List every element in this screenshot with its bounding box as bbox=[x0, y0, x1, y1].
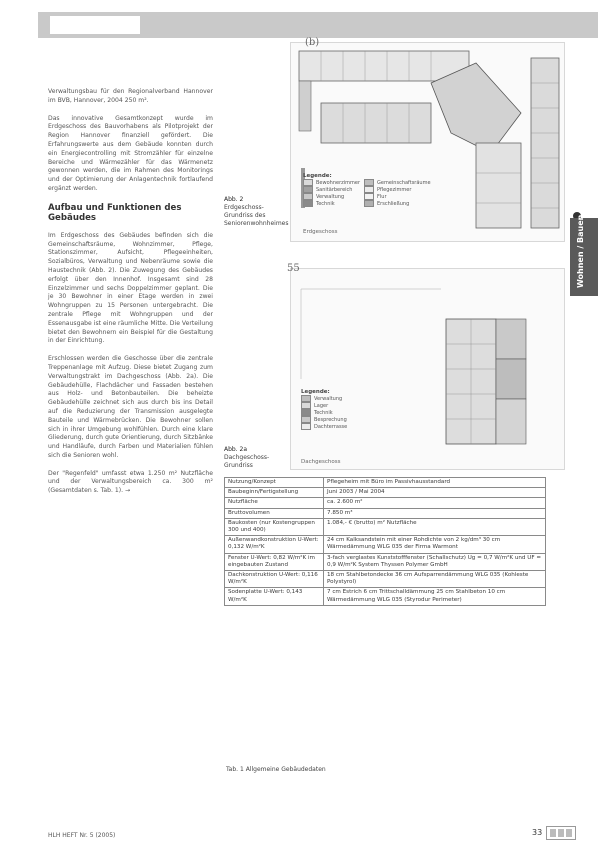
figure-caption bbox=[224, 446, 288, 470]
body-text-column bbox=[48, 88, 213, 505]
figure-label: 55 bbox=[287, 263, 300, 274]
table-value-cell: 1.084,- € (brutto) m² Nutzfläche bbox=[324, 518, 546, 535]
legend-swatch bbox=[301, 409, 311, 416]
legend-label: Bewohnerzimmer bbox=[316, 179, 361, 186]
table-row bbox=[225, 588, 546, 605]
legend-swatch bbox=[301, 423, 311, 430]
legend-label: Verwaltung bbox=[314, 395, 343, 402]
legend-item bbox=[301, 395, 391, 402]
legend-title: Legende: bbox=[301, 389, 330, 395]
legend-swatch bbox=[303, 193, 313, 200]
legend bbox=[303, 173, 431, 207]
legend-item bbox=[303, 200, 360, 207]
legend-label: Erschließung bbox=[377, 200, 410, 207]
legend-item bbox=[301, 416, 391, 423]
legend-swatch bbox=[301, 402, 311, 409]
header-bar bbox=[38, 12, 598, 38]
paragraph: Das innovative Gesamtkonzept wurde im Erdgeschoss des Bauvorhabens als Pilotprojekt der Region Hannover finanziell gefördert. Die Erfahrungswerte aus dem Gebäude konnten durch ein Energiecontrolling mit Stromzähler für einzelne Bereiche und Wärmezähler für das Wärmenetz gewonnen werden, die im Rahmen des Monitorings und der Optimierung der Anlagentechnik fortlaufend ergänzt werden. bbox=[48, 114, 213, 192]
legend-item bbox=[301, 409, 391, 416]
table-row bbox=[225, 536, 546, 553]
legend-swatch bbox=[364, 200, 374, 207]
table-row bbox=[225, 498, 546, 508]
caption-text: Dachgeschoss-Grundriss bbox=[224, 454, 270, 469]
section-heading: Aufbau und Funktionen des Gebäudes bbox=[48, 202, 182, 223]
paragraph: Der "Regenfeld" umfasst etwa 1.250 m² Nutzfläche und der Verwaltungsbereich ca. 300 m² (Gesamtdaten s. Tab. 1). → bbox=[48, 469, 213, 495]
table-key-cell: Baubeginn/Fertigstellung bbox=[225, 488, 324, 498]
journal-logo-icon bbox=[546, 826, 576, 840]
legend-label: Dachterrasse bbox=[314, 423, 348, 430]
page-number: 33 bbox=[532, 828, 543, 837]
table-key-cell: Nutzfläche bbox=[225, 498, 324, 508]
table-key-cell: Sodenplatte U-Wert: 0,143 W/m²K bbox=[225, 588, 324, 605]
legend-swatch bbox=[303, 179, 313, 186]
floor-plan-ground bbox=[290, 37, 565, 242]
table-value-cell: Pflegeheim mit Büro im Passivhausstandard bbox=[324, 478, 546, 488]
legend-label: Lager bbox=[314, 402, 329, 409]
figure-caption bbox=[224, 196, 288, 228]
floor-plan-drawing bbox=[291, 269, 564, 469]
legend-label: Verwaltung bbox=[316, 193, 345, 200]
legend-item bbox=[303, 193, 360, 200]
section-tab-label: Wohnen / Bauen bbox=[576, 214, 585, 288]
paragraph: Verwaltungsbau für den Regionalverband Hannover im BVB, Hannover, 2004 250 m². bbox=[48, 88, 213, 104]
table-key-cell: Außenwandkonstruktion U-Wert: 0,132 W/m²K bbox=[225, 536, 324, 553]
legend-label: Pflegezimmer bbox=[377, 186, 412, 193]
legend-item bbox=[364, 200, 431, 207]
figure-source: Dachgeschoss bbox=[301, 459, 341, 465]
table-row bbox=[225, 553, 546, 570]
table-row bbox=[225, 518, 546, 535]
table-key-cell: Bruttovolumen bbox=[225, 508, 324, 518]
table-caption: Tab. 1 Allgemeine Gebäudedaten bbox=[226, 766, 326, 773]
legend-swatch bbox=[301, 395, 311, 402]
building-data-table bbox=[224, 477, 546, 606]
caption-label: Abb. 2 bbox=[224, 196, 244, 203]
caption-label: Abb. 2a bbox=[224, 446, 248, 453]
legend-item bbox=[364, 179, 431, 186]
legend-item bbox=[303, 179, 360, 186]
table-value-cell: 7.850 m³ bbox=[324, 508, 546, 518]
journal-footer: HLH HEFT Nr. 5 (2005) bbox=[48, 832, 116, 839]
figure-label: (b) bbox=[305, 37, 320, 48]
figure-source: Erdgeschoss bbox=[303, 229, 338, 235]
table-key-cell: Fenster U-Wert: 0,82 W/m²K im eingebauten Zustand bbox=[225, 553, 324, 570]
legend-swatch bbox=[303, 186, 313, 193]
legend-label: Technik bbox=[314, 409, 333, 416]
legend-swatch bbox=[303, 200, 313, 207]
table-row bbox=[225, 478, 546, 488]
table-key-cell: Baukosten (nur Kostengruppen 300 und 400) bbox=[225, 518, 324, 535]
caption-text: Erdgeschoss-Grundriss des Seniorenwohnheimes bbox=[224, 204, 289, 227]
floor-plan-drawing bbox=[291, 43, 564, 241]
legend-item bbox=[303, 186, 360, 193]
legend-item bbox=[364, 186, 431, 193]
legend-label: Sanitärbereich bbox=[316, 186, 353, 193]
legend-label: Gemeinschaftsräume bbox=[377, 179, 431, 186]
table-row bbox=[225, 571, 546, 588]
legend-swatch bbox=[364, 179, 374, 186]
paragraph: Erschlossen werden die Geschosse über die zentrale Treppenanlage mit Aufzug. Diese bietet Zugang zum Verwaltungstrakt im Dachgeschoss (Abb. 2a). Die Gebäudehülle, Flachdächer und Fassaden bestehen aus Holz- und Betonbauteilen. Die beheizte Gebäudehülle zeichnet sich aus durch bis ins Detail auf die Reduzierung der Transmission ausgelegte Bauteile und Wärmebrücken. Die Bewohner sollen sich in ihrer Umgebung wohlfühlen. Durch eine klare Gliederung, durch gute Orientierung, durch Sitzbänke und Handläufe, durch Farben und Materialien fühlen sich die Senioren wohl. bbox=[48, 355, 213, 459]
table-value-cell: 3-fach verglastes Kunststofffenster (Schallschutz) Ug = 0,7 W/m²K und UF = 0,9 W/m²K System Thyssen Polymer GmbH bbox=[324, 553, 546, 570]
floor-plan-attic bbox=[287, 263, 565, 470]
paragraph: Im Erdgeschoss des Gebäudes befinden sich die Gemeinschaftsräume, Wohnzimmer, Pflege, Stationszimmer, Aufsicht, Pflegeeinheiten, Sozialbüros, Verwaltung und Nebenräume sowie die Haustechnik (Abb. 2). Die Zuwegung des Gebäudes erfolgt über den Innenhof. Insgesamt sind 28 Einzelzimmer und sechs Doppelzimmer geplant. Die je 30 Bewohner in einer Etage werden in zwei Wohngruppen zu 15 Personen untergebracht. Die zentrale Pflege mit Wohngruppen und der Essenausgabe ist eine räumliche Mitte. Die Verteilung bietet den Bewohnern ein Beispiel für die Gestaltung in der Einrichtung. bbox=[48, 231, 213, 345]
legend-swatch bbox=[301, 416, 311, 423]
legend bbox=[301, 389, 391, 430]
legend-label: Technik bbox=[316, 200, 335, 207]
table-value-cell: ca. 2.600 m² bbox=[324, 498, 546, 508]
table-value-cell: Juni 2003 / Mai 2004 bbox=[324, 488, 546, 498]
legend-item bbox=[364, 193, 431, 200]
section-tab bbox=[570, 214, 598, 296]
legend-item bbox=[301, 402, 391, 409]
table-row bbox=[225, 488, 546, 498]
legend-label: Flur bbox=[377, 193, 387, 200]
legend-label: Besprechung bbox=[314, 416, 347, 423]
legend-item bbox=[301, 423, 391, 430]
legend-swatch bbox=[364, 193, 374, 200]
table-value-cell: 7 cm Estrich 6 cm Trittschalldämmung 25 cm Stahlbeton 10 cm Wärmedämmung WLG 035 (Styrodur Perimeter) bbox=[324, 588, 546, 605]
table-value-cell: 18 cm Stahlbetondecke 36 cm Aufsparrendämmung WLG 035 (Kohleste Polystyrol) bbox=[324, 571, 546, 588]
table-key-cell: Dachkonstruktion U-Wert: 0,116 W/m²K bbox=[225, 571, 324, 588]
table-key-cell: Nutzung/Konzept bbox=[225, 478, 324, 488]
table-value-cell: 24 cm Kalksandstein mit einer Rohdichte von 2 kg/dm³ 30 cm Wärmedämmung WLG 035 der Firma Warmont bbox=[324, 536, 546, 553]
legend-title: Legende: bbox=[303, 173, 332, 179]
table-row bbox=[225, 508, 546, 518]
legend-swatch bbox=[364, 186, 374, 193]
